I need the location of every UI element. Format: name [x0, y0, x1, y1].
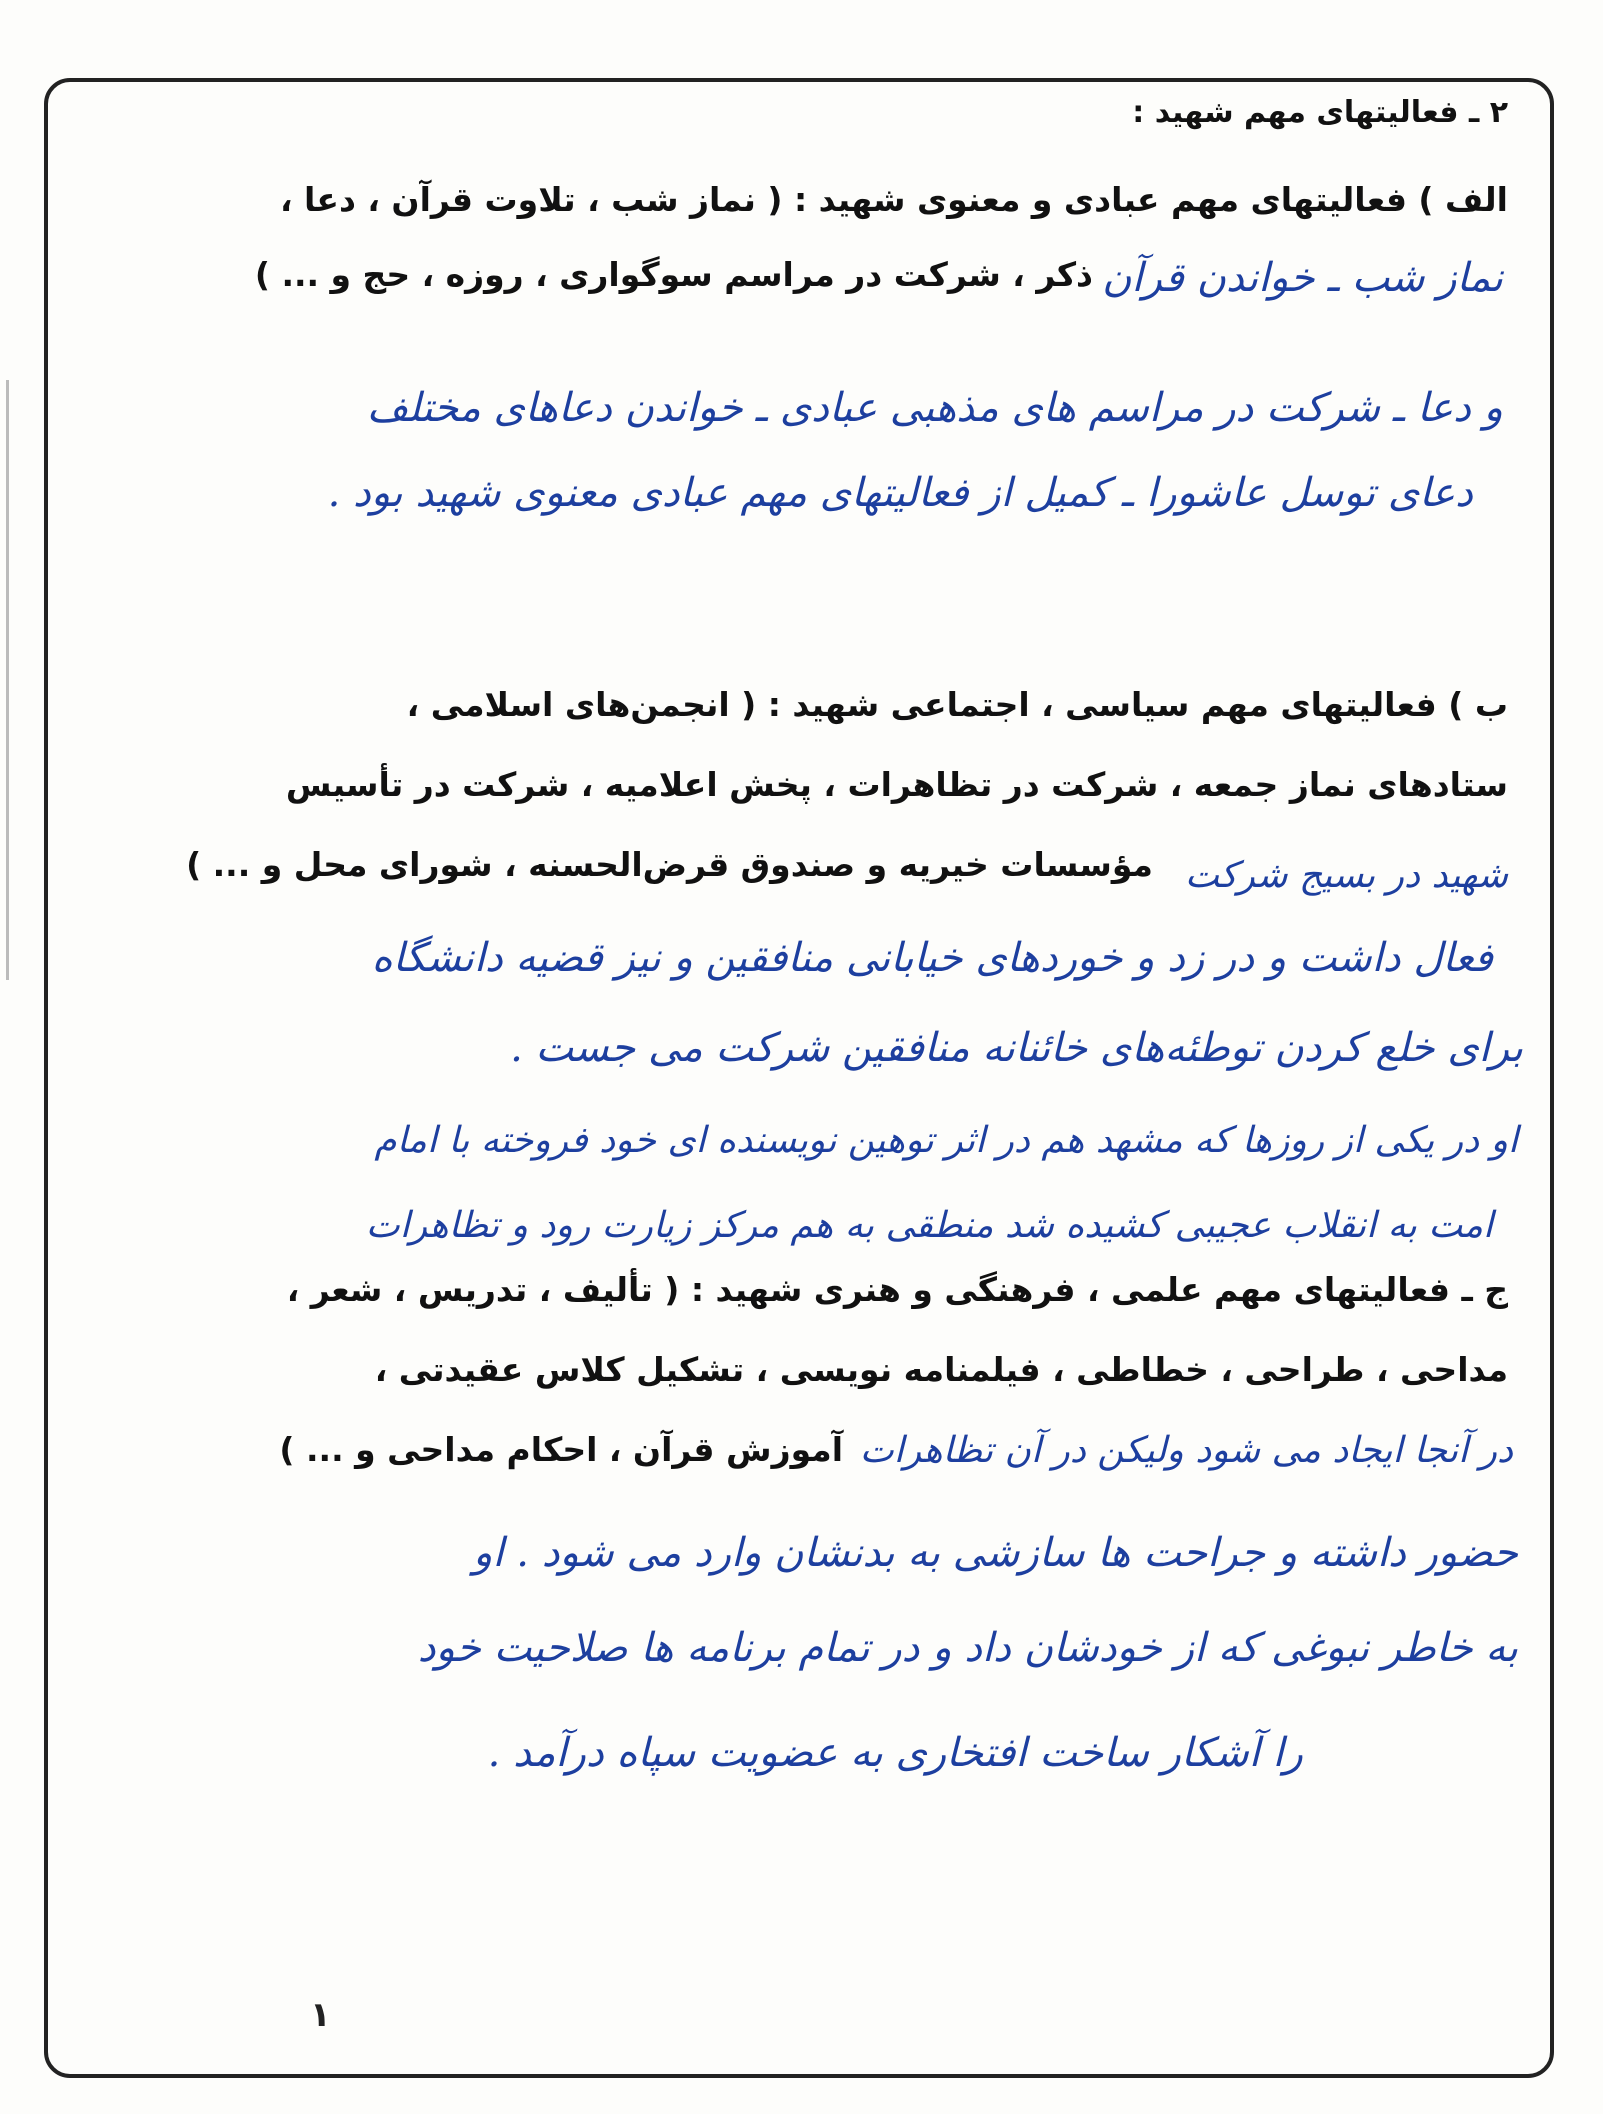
section-c-handwritten-line-1: در آنجا ایجاد می شود ولیکن در آن تظاهرات — [859, 1430, 1513, 1471]
section-b-handwritten-line-3: برای خلع کردن توطئه‌های خائنانه منافقین شرکت می جست . — [510, 1025, 1523, 1071]
section-b-handwritten-line-2: فعال داشت و در زد و خوردهای خیابانی منافقین و نیز قضیه دانشگاه — [371, 935, 1493, 981]
section-c-printed-line-3: آموزش قرآن ، احکام مداحی و ... ) — [279, 1430, 843, 1469]
section-a-printed-line-1: الف ) فعالیتهای مهم عبادی و معنوی شهید : ( نماز شب ، تلاوت قرآن ، دعا ، — [280, 180, 1508, 219]
section-c-handwritten-line-3: به خاطر نبوغی که از خودشان داد و در تمام برنامه ها صلاحیت خود — [417, 1625, 1518, 1671]
section-b-printed-line-2: ستادهای نماز جمعه ، شرکت در تظاهرات ، پخش اعلامیه ، شرکت در تأسیس — [285, 765, 1508, 804]
section-c-handwritten-line-2: حضور داشته و جراحت ها سازشی به بدنشان وارد می شود . او — [473, 1530, 1518, 1576]
section-c-handwritten-line-4: را آشکار ساخت افتخاری به عضویت سپاه درآمد . — [487, 1730, 1303, 1776]
section-a-handwritten-line-1: نماز شب ـ خواندن قرآن — [1102, 255, 1503, 301]
scan-edge-mark — [6, 380, 9, 980]
page-heading: ۲ ـ فعالیتهای مهم شهید : — [1132, 95, 1508, 130]
section-a-handwritten-line-2: و دعا ـ شرکت در مراسم های مذهبی عبادی ـ خواندن دعاهای مختلف — [366, 385, 1503, 431]
section-b-handwritten-line-5: امت به انقلاب عجیبی کشیده شد منطقی به هم مرکز زیارت رود و تظاهرات — [365, 1205, 1493, 1246]
section-a-printed-line-2: ذکر ، شرکت در مراسم سوگواری ، روزه ، حج و ... ) — [254, 255, 1093, 294]
section-c-printed-line-1: ج ـ فعالیتهای مهم علمی ، فرهنگی و هنری شهید : ( تألیف ، تدریس ، شعر ، — [286, 1270, 1508, 1309]
page-border-frame — [44, 78, 1554, 2078]
section-b-handwritten-line-1: شهید در بسیج شرکت — [1184, 855, 1508, 896]
page-number: ۱ — [310, 1995, 331, 2035]
section-b-printed-line-3: مؤسسات خیریه و صندوق قرض‌الحسنه ، شورای محل و ... ) — [186, 845, 1153, 884]
section-c-printed-line-2: مداحی ، طراحی ، خطاطی ، فیلمنامه نویسی ، تشکیل کلاس عقیدتی ، — [374, 1350, 1508, 1389]
section-b-handwritten-line-4: او در یکی از روزها که مشهد هم در اثر توهین نویسنده ای خود فروخته با امام — [374, 1120, 1518, 1161]
section-b-printed-line-1: ب ) فعالیتهای مهم سیاسی ، اجتماعی شهید : ( انجمن‌های اسلامی ، — [406, 685, 1508, 724]
section-a-handwritten-line-3: دعای توسل عاشورا ـ کمیل از فعالیتهای مهم عبادی معنوی شهید بود . — [327, 470, 1473, 516]
